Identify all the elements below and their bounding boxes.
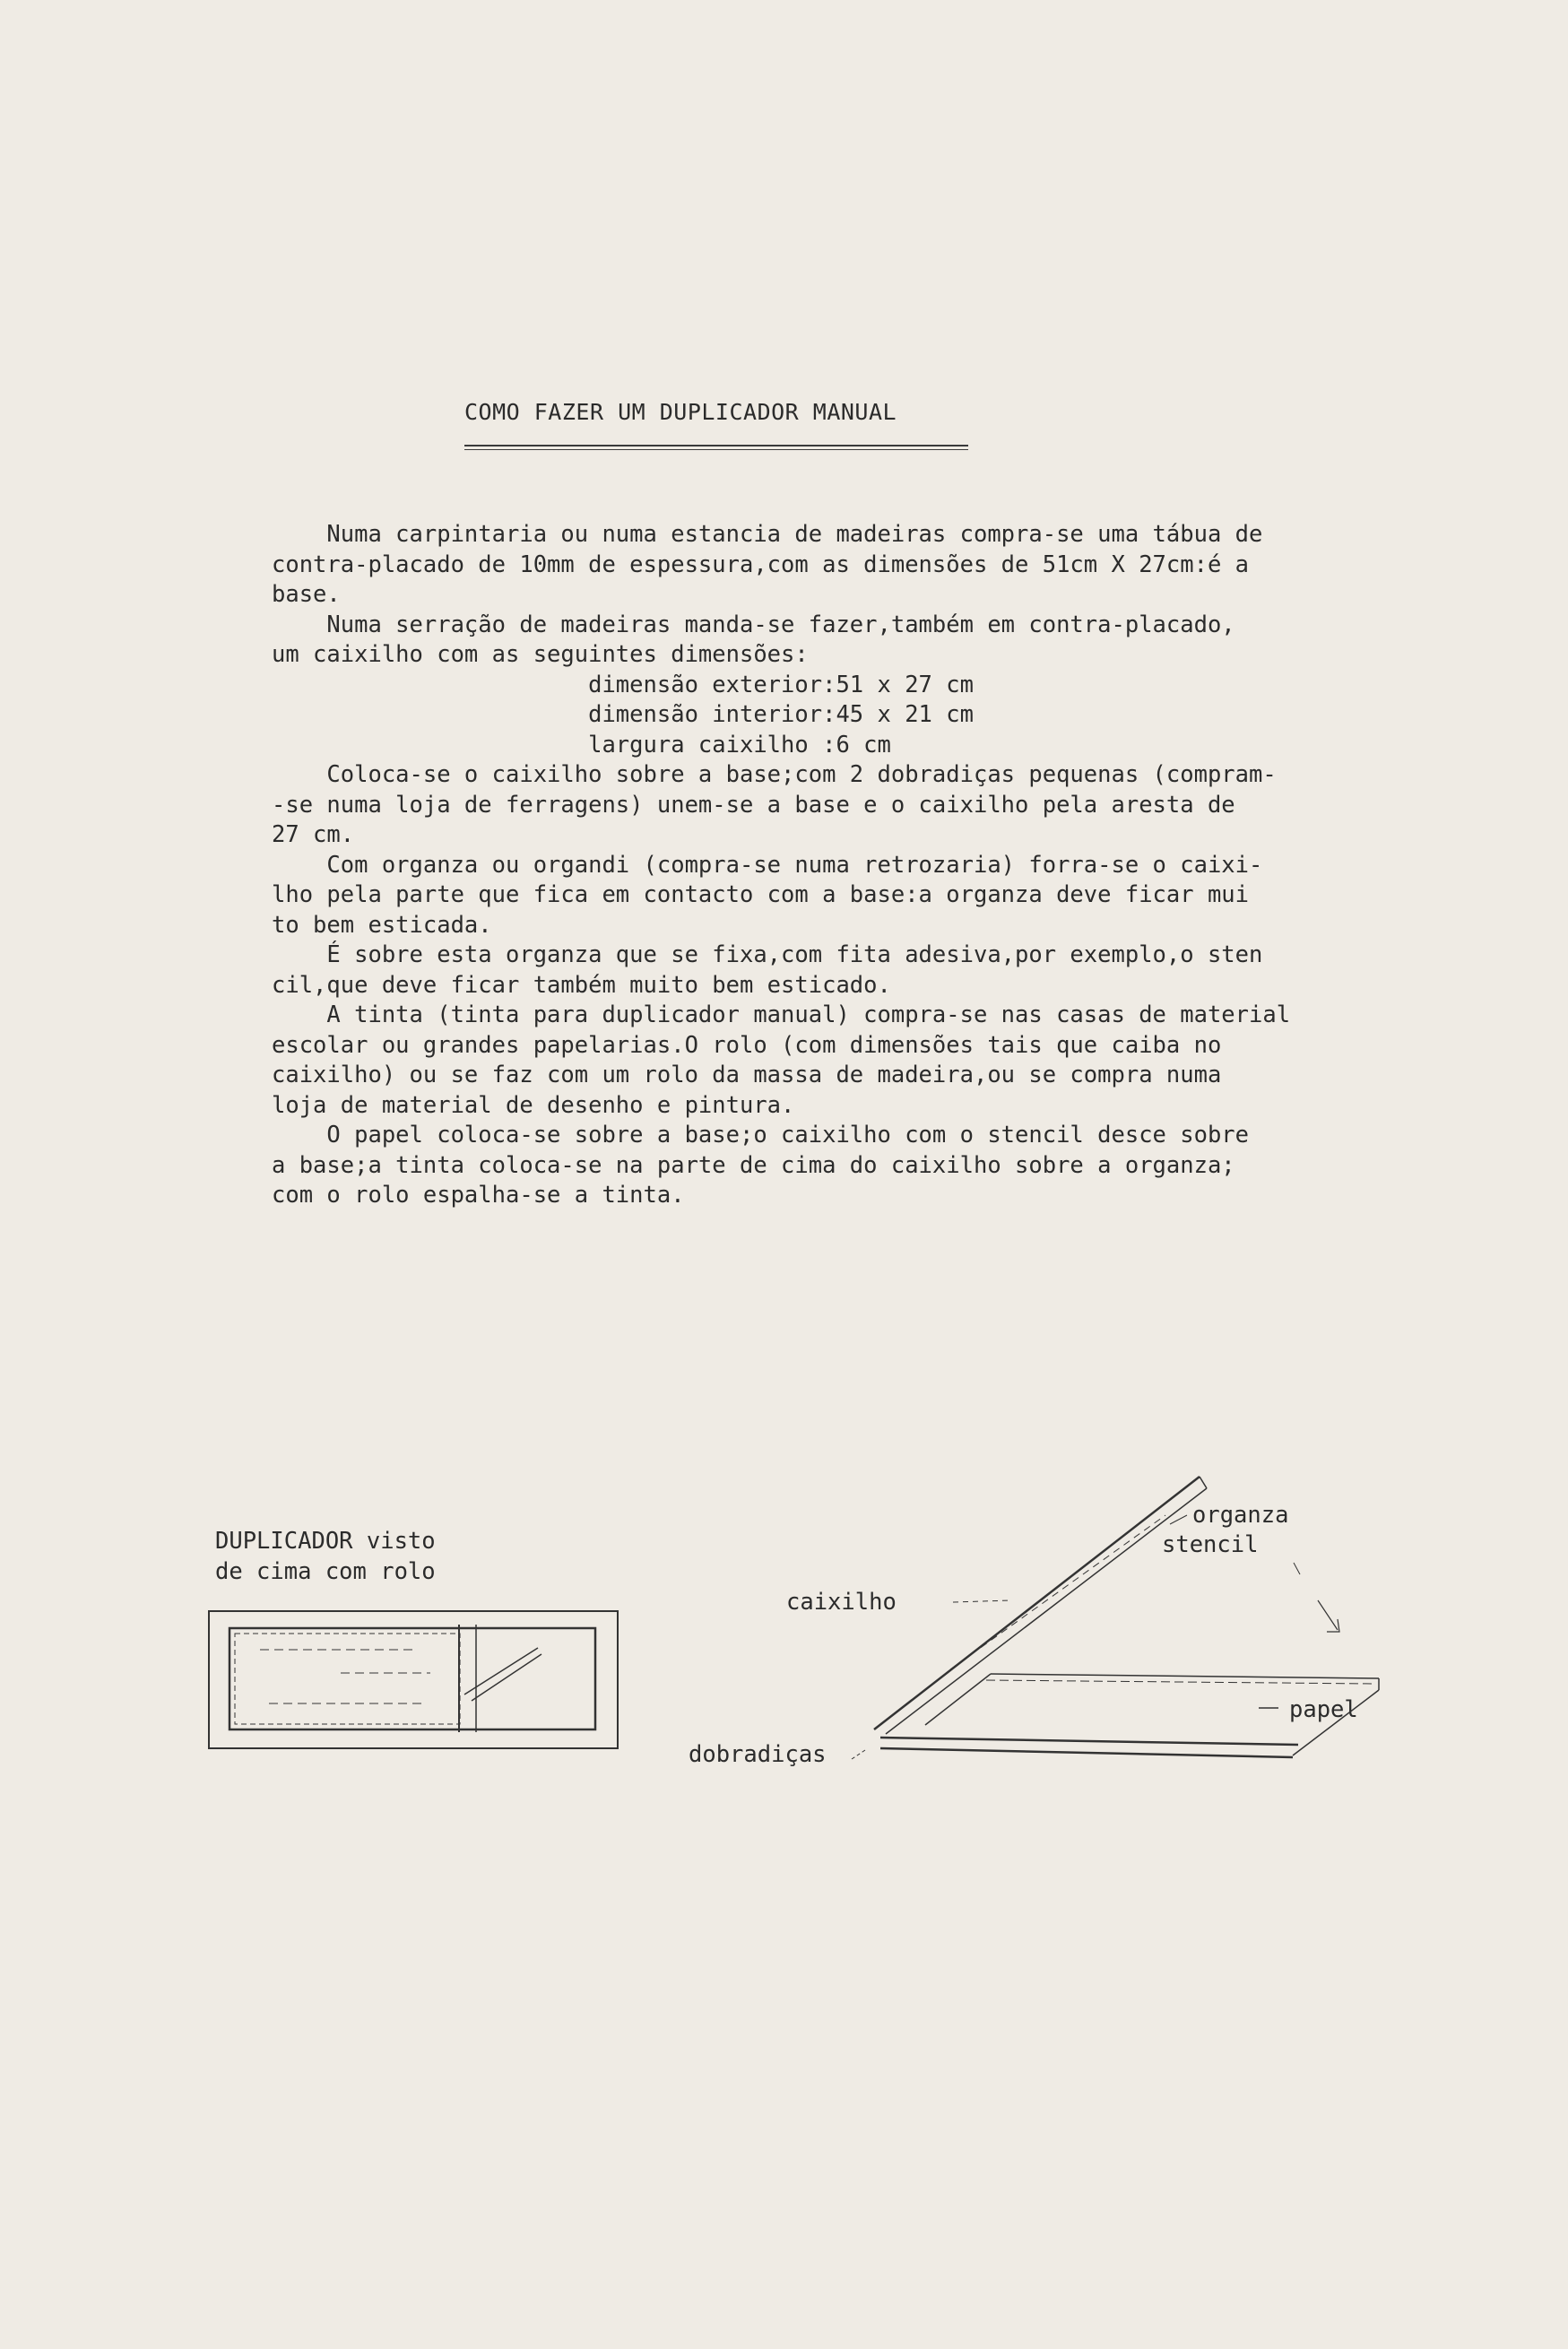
arrow-icon xyxy=(1318,1600,1339,1632)
body-line: É sobre esta organza que se fixa,com fita adesiva,por exemplo,o sten xyxy=(272,941,1263,968)
body-line: O papel coloca-se sobre a base;o caixilho com o stencil desce sobre xyxy=(272,1122,1250,1148)
body-line: dimensão interior:45 x 21 cm xyxy=(272,701,974,728)
body-line: um caixilho com as seguintes dimensões: xyxy=(272,641,809,668)
side-view-base-side xyxy=(1293,1690,1379,1755)
body-line: 27 cm. xyxy=(272,821,355,848)
body-line: Coloca-se o caixilho sobre a base;com 2 dobradiças pequenas (compram- xyxy=(272,761,1277,788)
label-stencil: stencil xyxy=(1162,1531,1259,1558)
side-view-paper xyxy=(986,1680,1373,1684)
body-line: lho pela parte que fica em contacto com a base:a organza deve ficar mui xyxy=(272,881,1250,908)
body-line: Com organza ou organdi (compra-se numa retrozaria) forra-se o caixi- xyxy=(272,851,1263,879)
leader-organza xyxy=(1170,1515,1187,1524)
top-view-caption-line2: de cima com rolo xyxy=(215,1558,436,1585)
side-view-frame-top xyxy=(874,1477,1200,1729)
body-line: dimensão exterior:51 x 27 cm xyxy=(272,671,974,698)
body-line: com o rolo espalha-se a tinta. xyxy=(272,1182,685,1209)
side-view-base-top xyxy=(880,1738,1298,1745)
top-view-roller-handle2 xyxy=(472,1654,541,1701)
top-view-frame-outer xyxy=(230,1628,595,1729)
body-line: contra-placado de 10mm de espessura,com as dimensões de 51cm X 27cm:é a xyxy=(272,550,1250,578)
label-dobradicas: dobradiças xyxy=(689,1741,827,1768)
label-caixilho: caixilho xyxy=(786,1589,897,1616)
body-line: Numa carpintaria ou numa estancia de madeiras compra-se uma tábua de xyxy=(272,521,1263,548)
body-line: Numa serração de madeiras manda-se fazer,também em contra-placado, xyxy=(272,611,1235,638)
top-view-caption-line1: DUPLICADOR visto xyxy=(215,1528,436,1555)
body-line: escolar ou grandes papelarias.O rolo (com dimensões tais que caiba no xyxy=(272,1031,1222,1059)
side-view-base-back xyxy=(991,1674,1379,1678)
leader-caixilho xyxy=(953,1600,1011,1602)
body-line: a base;a tinta coloca-se na parte de cima do caixilho sobre a organza; xyxy=(272,1151,1235,1179)
body-line: cil,que deve ficar também muito bem esticado. xyxy=(272,971,891,999)
label-papel: papel xyxy=(1289,1696,1358,1723)
body-line: to bem esticada. xyxy=(272,911,492,939)
leader-stencil xyxy=(1294,1563,1300,1574)
side-view-organza xyxy=(950,1515,1165,1669)
body-line: caixilho) ou se faz com um rolo da massa de madeira,ou se compra numa xyxy=(272,1062,1222,1088)
side-view-frame-bottom xyxy=(886,1488,1207,1734)
top-view-drawing xyxy=(209,1611,618,1748)
side-view-frame-end xyxy=(1200,1477,1207,1488)
body-line: loja de material de desenho e pintura. xyxy=(272,1091,795,1119)
top-view-base-outline xyxy=(209,1611,618,1748)
side-view-drawing xyxy=(852,1477,1379,1759)
body-line: largura caixilho :6 cm xyxy=(272,731,891,758)
side-view-base-bottom xyxy=(880,1748,1293,1757)
top-view-stencil-area xyxy=(235,1634,460,1724)
body-line: A tinta (tinta para duplicador manual) compra-se nas casas de material xyxy=(272,1001,1291,1028)
document-title: COMO FAZER UM DUPLICADOR MANUAL xyxy=(464,399,897,425)
label-organza: organza xyxy=(1192,1502,1289,1529)
leader-dobradicas xyxy=(852,1750,865,1759)
body-line: base. xyxy=(272,581,341,608)
body-line: -se numa loja de ferragens) unem-se a base e o caixilho pela aresta de xyxy=(272,791,1235,819)
